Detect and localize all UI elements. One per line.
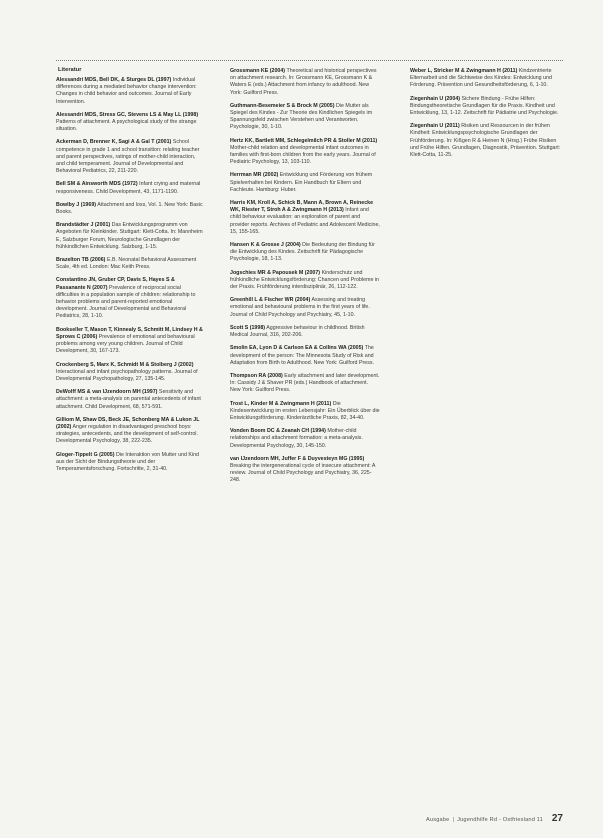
reference-column-3	[410, 68, 562, 165]
reference-entry	[230, 428, 380, 450]
reference-entry	[230, 270, 380, 292]
reference-text: Kindzentrierte Elternarbeit und die Sichtweise des Kindes: Entwicklung und Förderung. Prävention und Gesundheitsförderung, 6, 1-10.	[410, 68, 552, 89]
reference-entry	[56, 362, 204, 384]
reference-author: Trost L, Kinder M & Zwingmann H (2011)	[230, 400, 332, 407]
reference-text: Das Entwicklungsprogramm von Angeboten für Kleinkinder. Stuttgart: Klett-Cotta. In: Mannheim E, Salzburger Forum, Neurologische Grundlagen der frühkindlichen Entwicklung. Salzburg, 1-15.	[56, 222, 203, 250]
reference-entry	[230, 242, 380, 264]
reference-entry	[410, 96, 562, 118]
reference-author: Bell SM & Ainsworth MDS (1972)	[56, 181, 138, 188]
footer-issue: Ausgabe	[425, 817, 450, 823]
reference-entry	[56, 257, 204, 271]
reference-author: Hansen K & Grosse J (2004)	[230, 242, 301, 249]
reference-author: Bookseller T, Mason T, Kinnealy S, Schmitt M, Lindsey H & Sprows C (2006)	[56, 326, 203, 340]
reference-text: Breaking the intergenerational cycle of insecure attachment: A review. Journal of Child Psychology and Psychiatry, 36, 225-248.	[230, 462, 376, 484]
reference-text: Die Kindesentwicklung im ersten Lebensjahr: Ein Überblick über die Entwicklungsförderung. Kinderärztliche Praxis, 82, 34-40.	[230, 400, 380, 421]
reference-author: Ziegenhain U (2004)	[410, 95, 461, 102]
reference-column-2	[230, 68, 380, 491]
reference-text: Prevalence of reciprocal social difficulties in a population sample of children: relationship to behavior problems and parent-reported emotional development. Journal of Developmental and Behavioral Pediatrics, 28, 1-10.	[56, 284, 196, 320]
reference-entry	[230, 103, 380, 132]
reference-author: Brandstädter J (2001)	[56, 222, 111, 229]
reference-text: Sichere Bindung - Frühe Hilfen: Bindungstheoretische Grundlagen für die Praxis. Kindheit und Entwicklung, 13, 1-12. Zeitschrift für Pädiatrie und Psychologie.	[410, 95, 559, 117]
reference-author: Alessandri MDS, Bell DK, & Sturges DL (1997)	[56, 77, 172, 83]
reference-author: DeWolff MS & van IJzendoorn MH (1997)	[56, 389, 158, 396]
reference-text: Kinderschutz und frühkindliche Entwicklungsförderung: Chancen und Probleme in der Praxis. Frühförderung interdisziplinär, 26, 112-122.	[230, 269, 379, 291]
reference-text: Assessing and treating emotional and behavioural problems in the first years of life. Journal of Child Psychology and Psychiatry, 45, 1-10.	[230, 297, 370, 318]
reference-text: Sensitivity and attachment: a meta-analysis on parental antecedents of infant attachment. Child Development, 68, 571-591.	[56, 389, 201, 410]
reference-text: Mother-child relationships and attachment formation: a meta-analysis. Developmental Psychology, 30, 145-150.	[230, 428, 363, 449]
reference-entry	[230, 297, 380, 319]
reference-column-1	[56, 77, 204, 479]
reference-author: Herrman MR (2002)	[230, 172, 279, 179]
reference-entry	[56, 139, 204, 175]
reference-author: Guthmann-Besemeier S & Brock M (2005)	[230, 102, 335, 109]
reference-entry	[410, 123, 562, 159]
reference-author: Jogschies MR & Papousek M (2007)	[230, 269, 321, 276]
reference-text: Die Interaktion von Mutter und Kind aus der Sicht der Bindungstheorie und der Temperamentsforschung. Fortschritte, 2, 31-40.	[56, 451, 199, 472]
reference-entry	[230, 345, 380, 367]
reference-author: Scott S (1998)	[230, 324, 266, 331]
reference-author: Gilliom M, Shaw DS, Beck JE, Schonberg MA & Lukon JL (2002)	[56, 416, 200, 430]
reference-entry	[230, 401, 380, 423]
reference-text: Prevalence of emotional and behavioural problems among very young children. Journal of Child Development, 30, 167-173.	[56, 333, 195, 355]
reference-entry	[56, 417, 204, 446]
reference-entry	[56, 181, 204, 195]
reference-text: Risiken und Ressourcen in der frühen Kindheit: Entwicklungspsychologische Grundlagen der Frühförderung. In: Kißgen R & Heinen N (Hrsg.) Frühe Risiken und Frühe Hilfen. Grundlagen, Diagnostik, Prävention. Stuttgart: Klett-Cotta, 11-25.	[410, 123, 561, 159]
reference-author: Gloger-Tippelt G (2005)	[56, 451, 115, 458]
reference-entry	[230, 68, 380, 97]
reference-author: Ackerman D, Brenner K, Sagi A & Gal T (2001)	[56, 139, 172, 146]
reference-entry	[230, 373, 380, 395]
page-number: 27	[551, 813, 563, 824]
reference-entry	[56, 77, 204, 106]
reference-text: Attachment and loss, Vol. 1. New York: Basic Books.	[56, 201, 203, 216]
reference-entry	[410, 68, 562, 90]
reference-entry	[56, 202, 204, 216]
reference-text: The development of the person: The Minnesota Study of Risk and Adaptation from Birth to Adulthood. New York: Guilford Press.	[230, 345, 374, 366]
reference-text: Mother-child relation and developmental infant outcomes in families with first-born children from the early years. Journal of Pediatric Psychology, 13, 103-110.	[230, 144, 376, 166]
reference-author: Harris KM, Kroll A, Schick B, Mann A, Brown A, Reinecke WK, Riester T, Stroh A & Zwingmann H (2013)	[230, 200, 374, 214]
reference-author: Brazelton TB (2006)	[56, 257, 106, 264]
reference-entry	[56, 112, 204, 134]
reference-text: Die Mutter als Spiegel des Kindes - Zur Theorie des Kindlichen Spiegels im Spannungsfeld zwischen Verstehen und Verantworten. Psychologie, 30, 1-10.	[230, 102, 373, 131]
reference-author: Hertz KK, Bartlett MM, Schlegelmilch PR & Stoller M (2011)	[230, 137, 378, 144]
reference-text: Infant and child behaviour evaluation: an exploration of parent and provider reports. Archives of Pediatric and Adolescent Medicine, 15, 155-165.	[230, 207, 380, 235]
reference-entry	[230, 172, 380, 194]
reference-text: Entwicklung und Förderung von frühem Spielverhalten bei Kindern. Ein Handbuch für Eltern und Fachleute. Hamburg: Huber.	[230, 172, 373, 193]
reference-author: Crockenberg S, Marx K, Schmidt M & Stolberg J (2002)	[56, 361, 194, 368]
reference-entry	[56, 452, 204, 474]
reference-text: Patterns of attachment. A psychological study of the strange situation.	[56, 119, 197, 133]
reference-text: Early attachment and later development. In: Cassidy J & Shaver PR (eds.) Handbook of attachment. New York: Guilford Press.	[230, 372, 380, 394]
reference-text: Individual differences during a mediated behavior change intervention: Changes in child behavior and outcomes. Journal of Early Intervention.	[56, 77, 197, 105]
separator-rule	[56, 60, 563, 61]
reference-entry	[56, 277, 204, 320]
reference-author: Alessandri MDS, Stress GC, Stevens LS & May LL (1998)	[56, 111, 199, 118]
section-heading: Literatur	[58, 67, 82, 73]
reference-text: Interactional and infant psychopathology patterns. Journal of Developmental Psychopathology, 27, 135-145.	[56, 368, 198, 382]
reference-entry	[56, 389, 204, 411]
reference-entry	[56, 327, 204, 356]
footer-publication: Jugendhilfe Rd - Ostfriesland 11	[457, 817, 543, 823]
footer-separator: |	[452, 817, 455, 823]
reference-author: Smolin EA, Lyon D & Carlson EA & Collins WA (2005)	[230, 345, 364, 352]
reference-entry	[56, 222, 204, 251]
reference-text: E.B. Neonatal Behavioral Assessment Scale, 4th ed. London: Mac Keith Press.	[56, 257, 197, 271]
reference-text: Die Bedeutung der Bindung für die Entwicklung des Kindes. Zeitschrift für Pädagogische Psychologie, 18, 1-13.	[230, 242, 375, 263]
reference-author: Ziegenhain U (2011)	[410, 123, 460, 130]
reference-text: Theoretical and historical perspectives on attachment research. In: Grossmann KE, Grossmann K & Waters E (eds.) Attachment from infancy to adulthood. New York: Guilford Press.	[230, 68, 377, 96]
reference-entry	[230, 200, 380, 236]
reference-text: Anger regulation in disadvantaged preschool boys: strategies, antecedents, and the development of self-control. Developmental Psychology, 38, 222-235.	[56, 423, 198, 445]
reference-author: Thompson RA (2008)	[230, 372, 283, 379]
reference-entry	[230, 325, 380, 339]
reference-author: Vonden Boom DC & Zeanah CH (1994)	[230, 428, 326, 435]
reference-text: School competence in grade 1 and school transition: relating teacher and parent perspectives, ratings of mother-child interaction, and child temperament. Journal of Developmental and Behavioral Pediatrics, 22, 211-220.	[56, 139, 200, 175]
reference-text: Infant crying and maternal responsiveness. Child Development, 43, 1171-1190.	[56, 181, 201, 195]
reference-text: Aggressive behaviour in childhood. British Medical Journal, 316, 202-206.	[230, 324, 365, 339]
reference-author: Grossmann KE (2004)	[230, 68, 286, 74]
reference-author: Weber L, Stricker M & Zwingmann H (2011)	[410, 68, 518, 74]
reference-author: van IJzendoorn MH, Juffer F & Duyvesteyn MG (1995)	[230, 455, 365, 462]
reference-entry	[230, 138, 380, 167]
reference-entry	[230, 456, 380, 485]
footer	[426, 817, 543, 823]
reference-author: Constantino JN, Gruber CP, Davis S, Hayes S & Passanante N (2007)	[56, 277, 175, 291]
reference-author: Greenhill L & Fischer WR (2004)	[230, 297, 311, 304]
reference-author: Bowlby J (1969)	[56, 201, 97, 208]
